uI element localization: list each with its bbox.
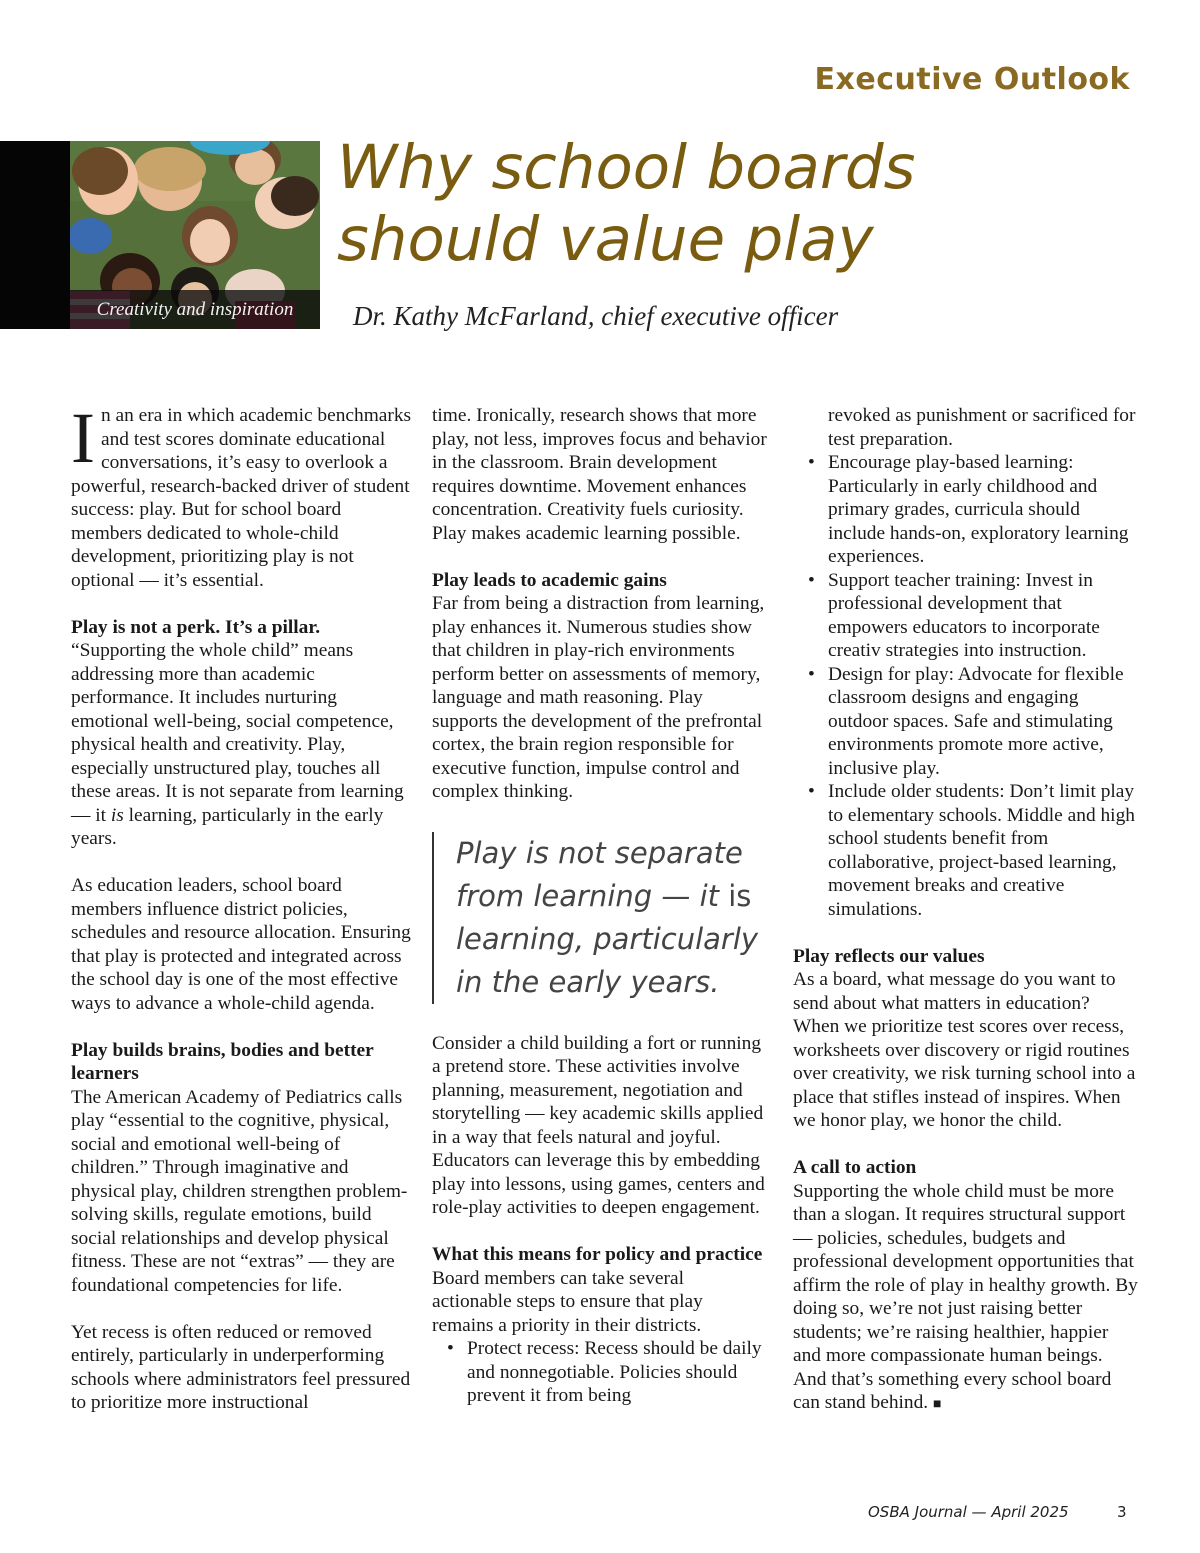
intro-text: n an era in which academic benchmarks and test scores dominate educational conversations, it’s easy to overlook a powerful, research-backed driver of student success: play. But for school board members dedicated to whole-child development, prioritizing play is not optional — it’s essential. — [71, 405, 412, 591]
text-segment: learning, particularly in the early years. — [71, 804, 384, 849]
subhead-academic-gains: Play leads to academic gains — [432, 569, 667, 591]
paragraph-consider: Consider a child building a fort or running a pretend store. These activities involve planning, measurement, negotiation and storytelling — key academic skills applied in a way that feels natural and joyful. Educators can leverage this by embedding play into lessons, using games, centers and role-play activities to deepen engagement. — [432, 1032, 765, 1218]
bullet-icon: • — [447, 1338, 454, 1359]
column-2 — [432, 404, 767, 1408]
bullet-icon: • — [808, 569, 815, 591]
bullet-continuation: revoked as punishment or sacrificed for test preparation. — [828, 405, 1136, 450]
pull-quote — [432, 832, 767, 1004]
bullet-item — [793, 663, 1138, 781]
bullet-text: Encourage play-based learning: Particularly in early childhood and primary grades, curricula should include hands-on, exploratory learning experiences. — [828, 452, 1129, 567]
subhead-policy: What this means for policy and practice — [432, 1244, 763, 1265]
bullet-text: Protect recess: Recess should be daily and nonnegotiable. Policies should prevent it from being — [467, 1338, 762, 1406]
paragraph-leaders: As education leaders, school board members influence district policies, schedules and resource allocation. Ensuring that play is protected and integrated across the school day is one of the most effective ways to advance a whole-child agenda. — [71, 875, 411, 1014]
column-1 — [71, 398, 413, 1415]
bullet-item — [793, 780, 1138, 921]
pull-text: learning, particularly in the early years. — [456, 921, 759, 999]
bullet-list — [432, 1337, 767, 1408]
bullet-text: Include older students: Don’t limit play to elementary schools. Middle and high school students benefit from collaborative, project-based learning, movement breaks and creative simulations. — [828, 781, 1135, 920]
paragraph-values: As a board, what message do you want to send about what matters in education? When we prioritize test scores over recess, worksheets over discovery or rigid routines over creativity, we risk turning school into a place that stifles instead of inspires. When we honor play, we honor the child. — [793, 969, 1136, 1131]
byline: Dr. Kathy McFarland, chief executive officer — [353, 301, 839, 331]
paragraph-aap: The American Academy of Pediatrics calls play “essential to the cognitive, physical, social and emotional well-being of children.” Through imaginative and physical play, children strengthen problem-solving skills, regulate emotions, build social relationships and develop physical fitness. These are not “extras” — they are foundational competencies for life. — [71, 1086, 408, 1296]
paragraph-board-members: Board members can take several actionable steps to ensure that play remains a priority in their districts. — [432, 1267, 703, 1336]
bullet-icon: • — [808, 663, 815, 685]
column-3 — [793, 404, 1138, 1417]
paragraph-recess: Yet recess is often reduced or removed entirely, particularly in underperforming schools where administrators feel pressured to prioritize more instructional — [71, 1321, 411, 1413]
subhead-brains: Play builds brains, bodies and better learners — [71, 1039, 374, 1084]
bullet-icon: • — [808, 452, 815, 473]
headline-line-1: Why school boards — [337, 132, 916, 203]
bullet-item — [432, 1337, 767, 1408]
pull-emphasis: is — [728, 878, 752, 913]
drop-cap: I — [71, 398, 95, 478]
page-number: 3 — [1117, 1503, 1127, 1521]
paragraph-far-from: Far from being a distraction from learning, play enhances it. Numerous studies show that children in play-rich environments perform better on assessments of memory, language and math reasoning. Play supports the development of the prefrontal cortex, the brain region responsible for executive function, impulse control and complex thinking. — [432, 593, 765, 802]
text-segment: Supporting the whole child must be more than a slogan. It requires structural support — policies, schedules, budgets and professional development opportunities that affirm the role of play in healthy growth. By doing so, we’re not just raising better students; we’re raising healthier, happier and more compassionate human beings. And that’s something every school board can stand behind. — [793, 1180, 1138, 1413]
subhead-values: Play reflects our values — [793, 945, 985, 967]
pull-text: Play is not separate from learning — it — [456, 835, 743, 913]
footer-journal: OSBA Journal — April 2025 — [868, 1503, 1069, 1521]
headline — [337, 132, 1037, 276]
bullet-text: Design for play: Advocate for flexible classroom designs and engaging outdoor spaces. Safe and stimulating environments promote more active, inclusive play. — [828, 663, 1124, 779]
subhead-pillar: Play is not a perk. It’s a pillar. — [71, 616, 321, 638]
paragraph-whole-child — [71, 639, 413, 851]
subhead-call-to-action: A call to action — [793, 1157, 917, 1178]
paragraph-ironically: time. Ironically, research shows that more play, not less, improves focus and behavior in the classroom. Brain development requires downtime. Movement enhances concentration. Creativity fuels curiosity. Play makes academic learning possible. — [432, 405, 767, 544]
emphasis: is — [110, 804, 124, 826]
text-segment: “Supporting the whole child” means addressing more than academic performance. It includes nurturing emotional well-being, social competence, physical health and creativity. Play, especially unstructured play, touches all these areas. It is not separate from learning — it — [71, 640, 404, 826]
photo-caption: Creativity and inspiration — [70, 290, 320, 329]
bullet-item — [793, 569, 1138, 663]
paragraph-call-to-action — [793, 1180, 1138, 1417]
black-bar — [0, 141, 70, 329]
intro-paragraph — [71, 398, 413, 592]
bullet-text: Support teacher training: Invest in professional development that empowers educators to incorporate creativ strategies into instruction. — [828, 569, 1100, 661]
section-label: Executive Outlook — [814, 62, 1130, 97]
bullet-item — [793, 451, 1138, 569]
bullet-list — [793, 451, 1138, 921]
headline-line-2: should value play — [337, 204, 874, 275]
end-mark-icon: ■ — [933, 1397, 942, 1412]
bullet-icon: • — [808, 781, 815, 802]
